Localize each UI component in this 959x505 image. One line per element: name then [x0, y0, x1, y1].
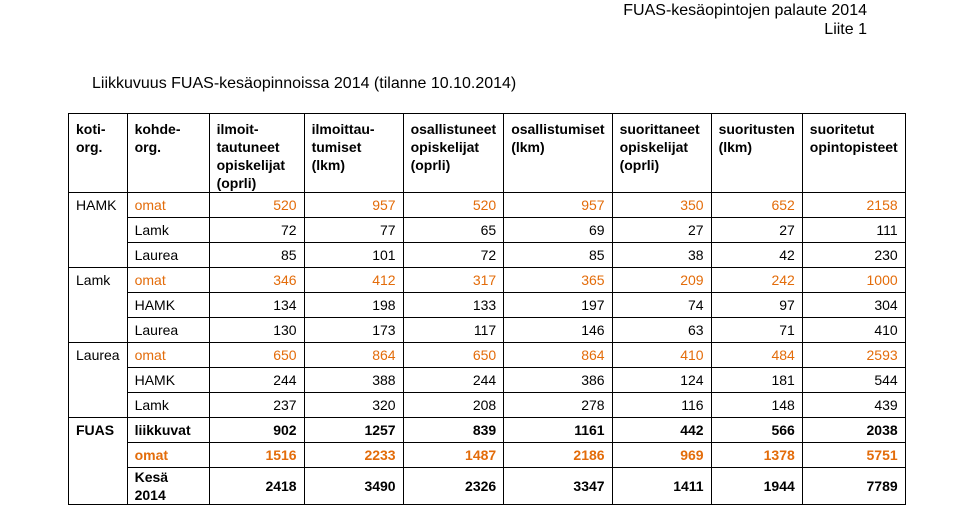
table-row: [69, 343, 906, 368]
value-cell: 72: [209, 218, 304, 243]
value-cell: 244: [209, 368, 304, 393]
value-cell: 839: [403, 418, 504, 443]
table-row: [69, 418, 906, 443]
value-cell: 388: [304, 368, 403, 393]
home-org-cell: [69, 393, 128, 418]
value-cell: 650: [209, 343, 304, 368]
mobility-table: [68, 113, 906, 505]
value-cell: 386: [504, 368, 612, 393]
value-cell: 130: [209, 318, 304, 343]
value-cell: 230: [802, 243, 905, 268]
value-cell: 97: [711, 293, 802, 318]
target-org-cell: HAMK: [127, 293, 209, 318]
value-cell: 2418: [209, 468, 304, 505]
column-header: ilmoit- tautuneet opiskelijat (oprli): [209, 114, 304, 193]
value-cell: 38: [612, 243, 711, 268]
value-cell: 244: [403, 368, 504, 393]
home-org-cell: HAMK: [69, 193, 128, 218]
column-header: suoritusten (lkm): [711, 114, 802, 193]
value-cell: 439: [802, 393, 905, 418]
value-cell: 101: [304, 243, 403, 268]
target-org-cell: Laurea: [127, 318, 209, 343]
value-cell: 1257: [304, 418, 403, 443]
value-cell: 72: [403, 243, 504, 268]
table-row: [69, 468, 906, 505]
value-cell: 65: [403, 218, 504, 243]
value-cell: 74: [612, 293, 711, 318]
table-caption: Liikkuvuus FUAS-kesäopinnoissa 2014 (tilanne 10.10.2014): [92, 75, 517, 92]
value-cell: 278: [504, 393, 612, 418]
value-cell: 85: [504, 243, 612, 268]
column-header: ilmoittau- tumiset (lkm): [304, 114, 403, 193]
value-cell: 484: [711, 343, 802, 368]
value-cell: 85: [209, 243, 304, 268]
header-subtitle: Liite 1: [824, 21, 867, 38]
value-cell: 969: [612, 443, 711, 468]
column-header: koti- org.: [69, 114, 128, 193]
value-cell: 124: [612, 368, 711, 393]
table-row: [69, 443, 906, 468]
value-cell: 350: [612, 193, 711, 218]
value-cell: 2038: [802, 418, 905, 443]
column-header: osallistumiset (lkm): [504, 114, 612, 193]
value-cell: 27: [612, 218, 711, 243]
value-cell: 346: [209, 268, 304, 293]
home-org-cell: [69, 293, 128, 318]
value-cell: 304: [802, 293, 905, 318]
value-cell: 209: [612, 268, 711, 293]
value-cell: 2158: [802, 193, 905, 218]
table-header-row: [69, 114, 906, 193]
value-cell: 412: [304, 268, 403, 293]
target-org-cell: omat: [127, 268, 209, 293]
value-cell: 42: [711, 243, 802, 268]
value-cell: 566: [711, 418, 802, 443]
value-cell: 134: [209, 293, 304, 318]
value-cell: 957: [304, 193, 403, 218]
value-cell: 208: [403, 393, 504, 418]
value-cell: 3490: [304, 468, 403, 505]
table-row: [69, 393, 906, 418]
value-cell: 365: [504, 268, 612, 293]
target-org-cell: omat: [127, 443, 209, 468]
value-cell: 442: [612, 418, 711, 443]
column-header: suoritetut opintopisteet: [802, 114, 905, 193]
target-org-cell: liikkuvat: [127, 418, 209, 443]
table-row: [69, 243, 906, 268]
value-cell: 410: [612, 343, 711, 368]
value-cell: 197: [504, 293, 612, 318]
value-cell: 652: [711, 193, 802, 218]
home-org-cell: [69, 368, 128, 393]
value-cell: 3347: [504, 468, 612, 505]
table-row: [69, 293, 906, 318]
value-cell: 1000: [802, 268, 905, 293]
target-org-cell: HAMK: [127, 368, 209, 393]
target-org-cell: omat: [127, 343, 209, 368]
value-cell: 1378: [711, 443, 802, 468]
target-org-cell: Kesä 2014: [127, 468, 209, 505]
value-cell: 2326: [403, 468, 504, 505]
value-cell: 650: [403, 343, 504, 368]
value-cell: 116: [612, 393, 711, 418]
column-header: osallistuneet opiskelijat (oprli): [403, 114, 504, 193]
value-cell: 198: [304, 293, 403, 318]
value-cell: 317: [403, 268, 504, 293]
value-cell: 544: [802, 368, 905, 393]
value-cell: 2186: [504, 443, 612, 468]
home-org-cell: [69, 243, 128, 268]
value-cell: 69: [504, 218, 612, 243]
value-cell: 111: [802, 218, 905, 243]
value-cell: 902: [209, 418, 304, 443]
value-cell: 410: [802, 318, 905, 343]
value-cell: 957: [504, 193, 612, 218]
value-cell: 27: [711, 218, 802, 243]
value-cell: 1487: [403, 443, 504, 468]
value-cell: 77: [304, 218, 403, 243]
target-org-cell: Laurea: [127, 243, 209, 268]
value-cell: 117: [403, 318, 504, 343]
table-body: [69, 193, 906, 505]
target-org-cell: Lamk: [127, 393, 209, 418]
value-cell: 63: [612, 318, 711, 343]
table-row: [69, 268, 906, 293]
value-cell: 520: [403, 193, 504, 218]
value-cell: 148: [711, 393, 802, 418]
value-cell: 864: [304, 343, 403, 368]
table-row: [69, 318, 906, 343]
value-cell: 1944: [711, 468, 802, 505]
value-cell: 237: [209, 393, 304, 418]
home-org-cell: Laurea: [69, 343, 128, 368]
value-cell: 5751: [802, 443, 905, 468]
home-org-cell: [69, 318, 128, 343]
value-cell: 181: [711, 368, 802, 393]
value-cell: 7789: [802, 468, 905, 505]
home-org-cell: [69, 218, 128, 243]
table-row: [69, 368, 906, 393]
value-cell: 242: [711, 268, 802, 293]
home-org-cell: [69, 468, 128, 505]
value-cell: 1516: [209, 443, 304, 468]
value-cell: 2593: [802, 343, 905, 368]
header-title: FUAS-kesäopintojen palaute 2014: [623, 2, 867, 19]
home-org-cell: [69, 443, 128, 468]
home-org-cell: Lamk: [69, 268, 128, 293]
target-org-cell: Lamk: [127, 218, 209, 243]
value-cell: 2233: [304, 443, 403, 468]
table-row: [69, 218, 906, 243]
value-cell: 320: [304, 393, 403, 418]
value-cell: 864: [504, 343, 612, 368]
value-cell: 1411: [612, 468, 711, 505]
value-cell: 173: [304, 318, 403, 343]
value-cell: 146: [504, 318, 612, 343]
value-cell: 1161: [504, 418, 612, 443]
home-org-cell: FUAS: [69, 418, 128, 443]
value-cell: 520: [209, 193, 304, 218]
table-row: [69, 193, 906, 218]
value-cell: 133: [403, 293, 504, 318]
column-header: kohde- org.: [127, 114, 209, 193]
column-header: suorittaneet opiskelijat (oprli): [612, 114, 711, 193]
value-cell: 71: [711, 318, 802, 343]
target-org-cell: omat: [127, 193, 209, 218]
